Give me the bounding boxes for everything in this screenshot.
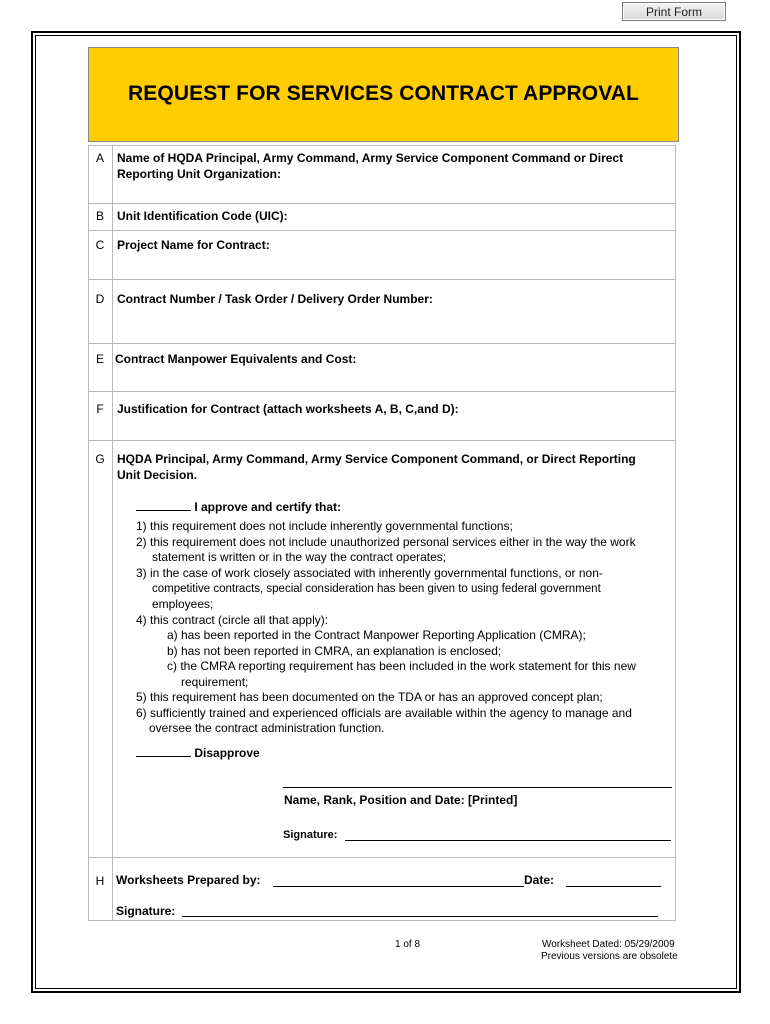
section-b-letter: B xyxy=(95,209,104,223)
section-c-label: Project Name for Contract: xyxy=(117,238,270,252)
list-item: 2) this requirement does not include unauthorized personal services either in the way the work xyxy=(136,535,636,549)
name-rank-label: Name, Rank, Position and Date: [Printed] xyxy=(284,793,518,807)
prepared-by-line[interactable] xyxy=(273,886,524,887)
row-divider xyxy=(88,230,676,231)
signature-label: Signature: xyxy=(283,829,338,841)
approve-row xyxy=(136,498,341,516)
obsolete-note: Previous versions are obsolete xyxy=(541,951,678,962)
list-item: statement is written or in the way the contract operates; xyxy=(152,550,447,564)
approve-label: I approve and certify that: xyxy=(194,500,342,514)
approve-blank[interactable] xyxy=(136,498,191,511)
section-e-label: Contract Manpower Equivalents and Cost: xyxy=(115,352,357,366)
signature-line[interactable] xyxy=(345,840,671,841)
section-h-letter: H xyxy=(95,874,105,888)
list-item: c) the CMRA reporting requirement has been included in the work statement for this new xyxy=(167,659,636,673)
section-b-label: Unit Identification Code (UIC): xyxy=(117,209,288,223)
title-banner xyxy=(88,47,679,142)
list-item: a) has been reported in the Contract Manpower Reporting Application (CMRA); xyxy=(167,628,586,642)
page-number: 1 of 8 xyxy=(395,939,421,950)
list-item: 6) sufficiently trained and experienced officials are available within the agency to manage and xyxy=(136,706,632,720)
disapprove-blank[interactable] xyxy=(136,744,191,757)
row-divider xyxy=(88,857,676,858)
list-item: 1) this requirement does not include inherently governmental functions; xyxy=(136,519,513,533)
printed-name-line[interactable] xyxy=(283,787,672,788)
section-d-label: Contract Number / Task Order / Delivery Order Number: xyxy=(117,292,433,306)
section-f-letter: F xyxy=(96,402,104,416)
list-item: 4) this contract (circle all that apply): xyxy=(136,613,329,627)
date-line[interactable] xyxy=(566,886,661,887)
h-signature-line[interactable] xyxy=(182,916,658,917)
list-item: 3) in the case of work closely associated with inherently governmental functions, or non- xyxy=(136,566,603,580)
row-divider xyxy=(88,203,676,204)
section-a-label-line1: Name of HQDA Principal, Army Command, Army Service Component Command or Direct xyxy=(117,151,624,165)
page-title: REQUEST FOR SERVICES CONTRACT APPROVAL xyxy=(128,82,639,105)
section-c-letter: C xyxy=(95,238,105,252)
section-g-letter: G xyxy=(95,452,105,466)
section-a-label-line2: Reporting Unit Organization: xyxy=(117,167,281,181)
row-divider xyxy=(88,279,676,280)
list-item: requirement; xyxy=(181,675,249,689)
worksheet-dated: Worksheet Dated: 05/29/2009 xyxy=(542,939,675,950)
section-a-letter: A xyxy=(95,151,104,165)
disapprove-row xyxy=(136,744,260,762)
date-label: Date: xyxy=(524,873,555,887)
prepared-by-label: Worksheets Prepared by: xyxy=(116,873,261,887)
section-g-label-line1: HQDA Principal, Army Command, Army Service Component Command, or Direct Reporting xyxy=(117,452,636,466)
list-item: competitive contracts, special consideration has been given to using federal government xyxy=(152,583,601,595)
row-divider xyxy=(88,391,676,392)
list-item: oversee the contract administration function. xyxy=(149,721,385,735)
list-item: employees; xyxy=(152,597,214,611)
section-g-label-line2: Unit Decision. xyxy=(117,468,198,482)
section-f-label: Justification for Contract (attach worksheets A, B, C,and D): xyxy=(117,402,459,416)
print-form-button[interactable]: Print Form xyxy=(622,2,726,21)
disapprove-label: Disapprove xyxy=(194,746,260,760)
row-divider xyxy=(88,440,676,441)
letter-column-divider xyxy=(112,145,113,921)
section-d-letter: D xyxy=(95,292,105,306)
h-signature-label: Signature: xyxy=(116,904,176,918)
row-divider xyxy=(88,343,676,344)
list-item: b) has not been reported in CMRA, an explanation is enclosed; xyxy=(167,644,502,658)
list-item: 5) this requirement has been documented on the TDA or has an approved concept plan; xyxy=(136,690,603,704)
section-e-letter: E xyxy=(95,352,104,366)
